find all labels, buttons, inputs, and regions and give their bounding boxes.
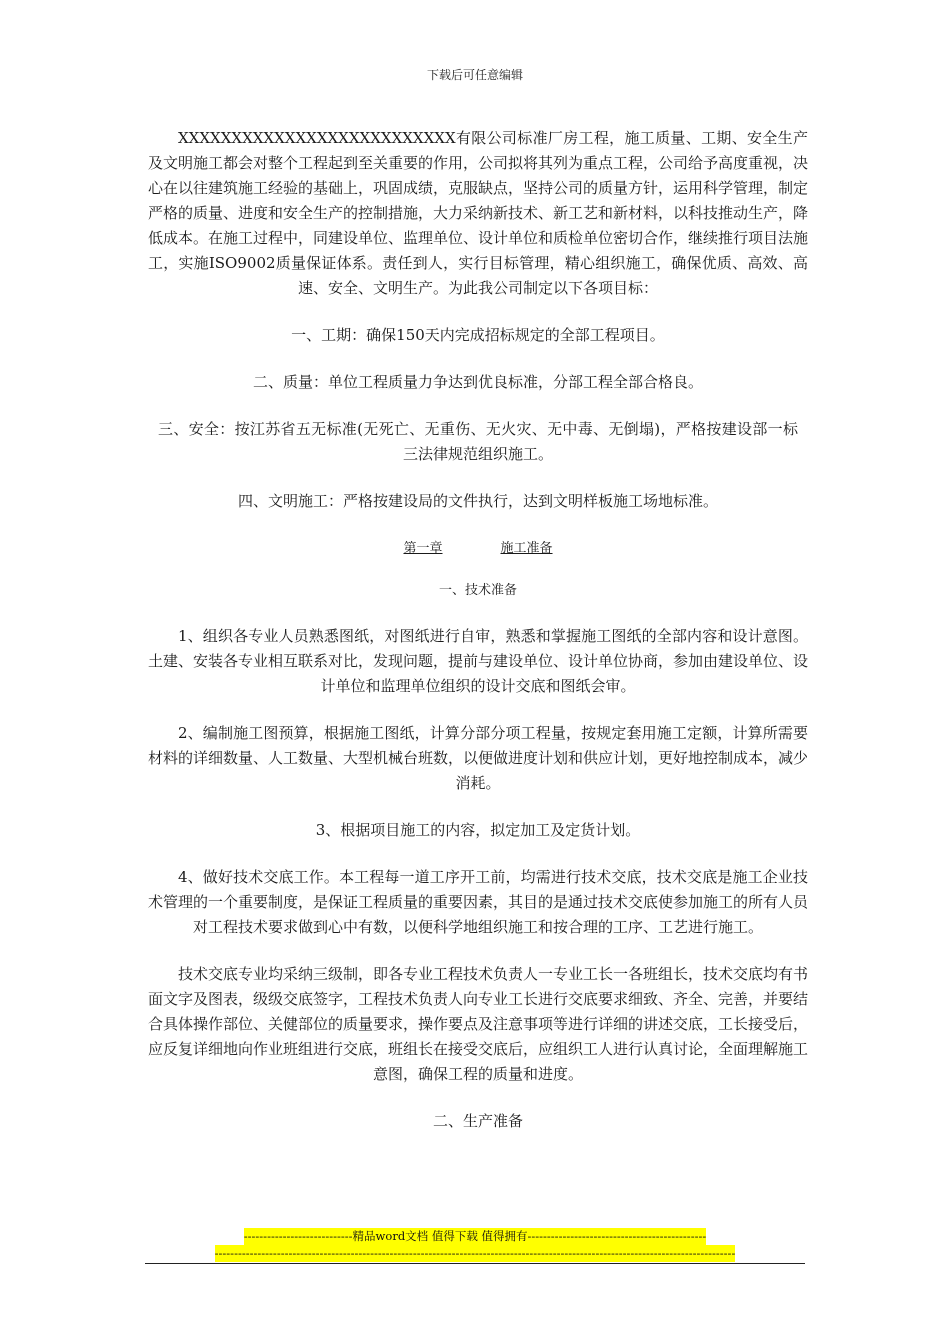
goal-safety: 三、安全：按江苏省五无标准(无死亡、无重伤、无火灾、无中毒、无倒塌)，严格按建设部一标三法律规范组织施工。 [158, 420, 798, 463]
technical-disclosure-paragraph: 技术交底专业均采纳三级制，即各专业工程技术负责人一专业工长一各班组长，技术交底均有书面文字及图表，级级交底签字，工程技术负责人向专业工长进行交底要求细致、齐全、完善，并要结合具体操作部位、关健部位的质量要求，操作要点及注意事项等进行详细的讲述交底，工长接受后，应反复详细地向作业班组进行交底，班组长在接受交底后，应组织工人进行认真讨论，全面理解施工意图，确保工程的质量和进度。 [148, 965, 809, 1083]
chapter-title: 施工准备 [500, 541, 553, 556]
goal-schedule: 一、工期：确保150天内完成招标规定的全部工程项目。 [291, 326, 665, 344]
chapter-heading [148, 538, 808, 560]
technical-item-2: 2、编制施工图预算，根据施工图纸，计算分部分项工程量，按规定套用施工定额，计算所需要材料的详细数量、人工数量、大型机械台班数，以便做进度计划和供应计划，更好地控制成本，减少消耗。 [148, 724, 809, 792]
footer-banner [0, 1228, 950, 1262]
header-note: 下载后可任意编辑 [426, 68, 523, 82]
technical-item-3: 3、根据项目施工的内容，拟定加工及定货计划。 [315, 821, 641, 839]
goal-quality: 二、质量：单位工程质量力争达到优良标准，分部工程全部合格良。 [252, 373, 703, 391]
section-production-title: 二、生产准备 [432, 1112, 523, 1130]
chapter-number: 第一章 [403, 541, 443, 556]
technical-item-4: 4、做好技术交底工作。本工程每一道工序开工前，均需进行技术交底，技术交底是施工企业技术管理的一个重要制度，是保证工程质量的重要因素，其目的是通过技术交底使参加施工的所有人员对工程技术要求做到心中有数，以便科学地组织施工和按合理的工序、工艺进行施工。 [148, 868, 809, 936]
footer-divider [145, 1263, 805, 1264]
goal-civilized: 四、文明施工：严格按建设局的文件执行，达到文明样板施工场地标准。 [237, 492, 718, 510]
technical-item-1: 1、组织各专业人员熟悉图纸，对图纸进行自审，熟悉和掌握施工图纸的全部内容和设计意图。土建、安装各专业相互联系对比，发现问题，提前与建设单位、设计单位协商，参加由建设单位、设计单位和监理单位组织的设计交底和图纸会审。 [148, 627, 809, 695]
intro-paragraph: XXXXXXXXXXXXXXXXXXXXXXXXXX有限公司标准厂房工程，施工质量、工期、安全生产及文明施工都会对整个工程起到至关重要的作用，公司拟将其列为重点工程，公司给予高度重视，决心在以往建筑施工经验的基础上，巩固成绩，克服缺点，坚持公司的质量方针，运用科学管理，制定严格的质量、进度和安全生产的控制措施，大力采纳新技术、新工艺和新材料，以科技推动生产，降低成本。在施工过程中，同建设单位、监理单位、设计单位和质检单位密切合作，继续推行项目法施工，实施ISO9002质量保证体系。责任到人，实行目标管理，精心组织施工，确保优质、高效、高速、安全、文明生产。为此我公司制定以下各项目标： [148, 129, 809, 297]
footer-banner-line-2: -------------------------------------------------------------------------------------------------------------------------------------- [214, 1246, 736, 1260]
footer-banner-line-1: ----------------------------精品word文档 值得下载 值得拥有---------------------------------------------- [243, 1229, 707, 1243]
document-body [148, 126, 808, 1134]
section-technical-title: 一、技术准备 [438, 583, 517, 598]
